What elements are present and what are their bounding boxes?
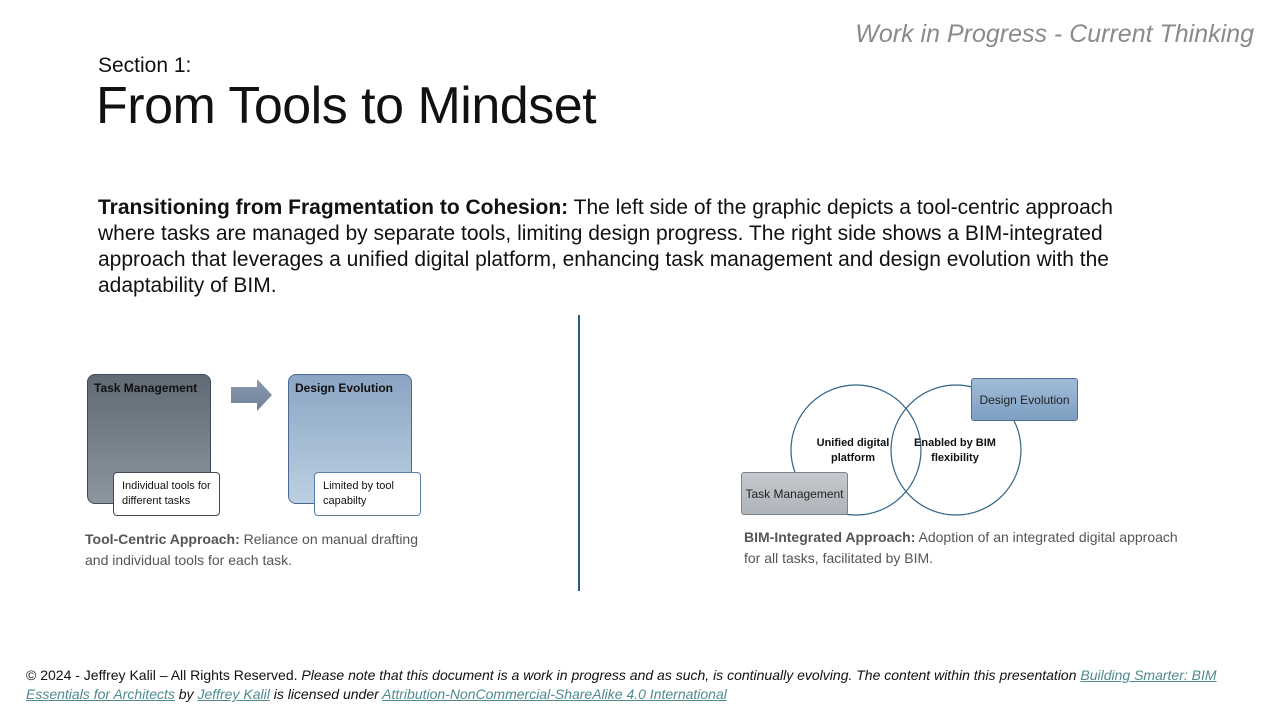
work-title-link[interactable]: Building Smarter: BIM Essentials for Architects (26, 667, 1217, 702)
venn-left-label: Unified digital platform (816, 437, 890, 464)
intro-body: The left side of the graphic depicts a tool-centric approach where tasks are managed by separate tools, limiting design progress. The right side shows a BIM-integrated approach that leverages a unified digital platform, enhancing task management and design evolution with the adaptability of BIM. (98, 196, 1113, 297)
intro-lead: Transitioning from Fragmentation to Cohesion: (98, 196, 569, 219)
footer-by: by (174, 686, 198, 702)
section-label: Section 1: (98, 54, 192, 77)
bim-integrated-caption-body: Adoption of an integrated digital approach for all tasks, facilitated by BIM. (744, 529, 1178, 566)
page-title: From Tools to Mindset (96, 77, 597, 135)
license-link[interactable]: Attribution-NonCommercial-ShareAlike 4.0 International (382, 686, 727, 702)
design-evolution-tag: Design Evolution (971, 378, 1078, 421)
author-link[interactable]: Jeffrey Kalil (197, 686, 270, 702)
footer-license (26, 666, 1256, 704)
footer-copyright: © 2024 - Jeffrey Kalil – All Rights Reserved. (26, 667, 302, 683)
intro-paragraph (98, 195, 1168, 299)
tool-centric-caption-body: Reliance on manual drafting and individual tools for each task. (85, 531, 419, 568)
venn-right-label: Enabled by BIM flexibility (914, 437, 996, 464)
footer-licensed: is licensed under (269, 686, 383, 702)
section-divider (578, 315, 580, 591)
bim-integrated-caption (744, 527, 1184, 569)
task-management-note: Individual tools for different tasks (113, 472, 220, 516)
bim-integrated-caption-lead: BIM-Integrated Approach: (744, 529, 916, 545)
tool-centric-caption-lead: Tool-Centric Approach: (85, 531, 240, 547)
task-management-title: Task Management (94, 381, 198, 395)
right-arrow-icon (231, 379, 273, 411)
work-in-progress-note: Work in Progress - Current Thinking (855, 20, 1254, 48)
design-evolution-note: Limited by tool capabilty (314, 472, 421, 516)
footer-notice: Please note that this document is a work in progress and as such, is continually evolving. The content within this presentation (301, 667, 1081, 683)
design-evolution-title: Design Evolution (295, 381, 394, 395)
tool-centric-caption (85, 529, 435, 571)
task-management-tag: Task Management (741, 472, 848, 515)
